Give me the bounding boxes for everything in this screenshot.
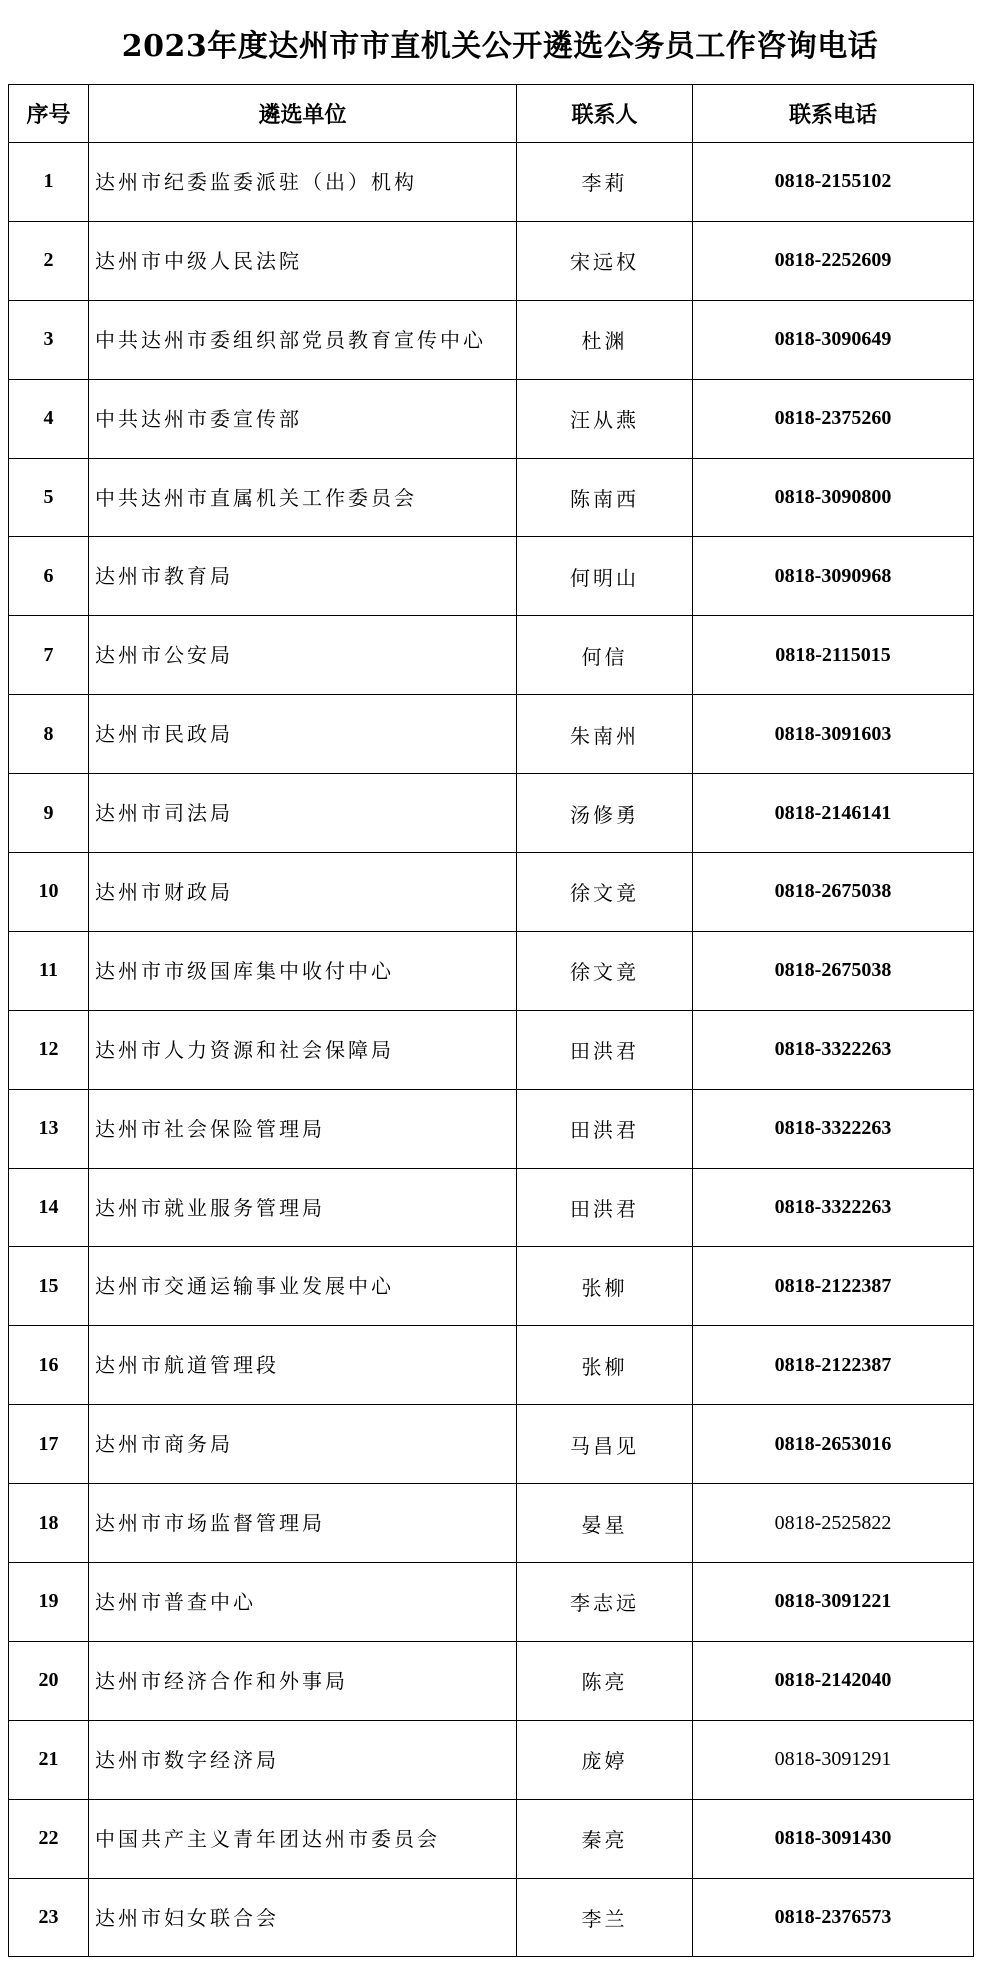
table-row [9, 300, 974, 379]
contact-table [8, 84, 974, 1957]
row-unit: 达州市中级人民法院 [89, 221, 517, 300]
header-contact: 联系人 [517, 85, 693, 143]
row-contact: 何明山 [517, 537, 693, 616]
row-unit: 达州市市级国库集中收付中心 [89, 931, 517, 1010]
row-unit: 达州市司法局 [89, 774, 517, 853]
row-unit: 达州市普查中心 [89, 1563, 517, 1642]
table-row [9, 1089, 974, 1168]
row-phone: 0818-3091291 [693, 1720, 974, 1799]
row-index: 11 [9, 931, 89, 1010]
table-row [9, 695, 974, 774]
row-unit: 达州市数字经济局 [89, 1720, 517, 1799]
table-row [9, 1641, 974, 1720]
row-unit: 达州市航道管理段 [89, 1326, 517, 1405]
row-index: 17 [9, 1405, 89, 1484]
row-contact: 徐文竟 [517, 931, 693, 1010]
row-index: 8 [9, 695, 89, 774]
row-contact: 朱南州 [517, 695, 693, 774]
row-index: 2 [9, 221, 89, 300]
row-unit: 达州市经济合作和外事局 [89, 1641, 517, 1720]
row-phone: 0818-2375260 [693, 379, 974, 458]
row-unit: 达州市民政局 [89, 695, 517, 774]
row-index: 16 [9, 1326, 89, 1405]
table-row [9, 1563, 974, 1642]
row-unit: 达州市教育局 [89, 537, 517, 616]
row-phone: 0818-3091430 [693, 1799, 974, 1878]
table-row [9, 774, 974, 853]
row-contact: 秦亮 [517, 1799, 693, 1878]
row-unit: 中共达州市直属机关工作委员会 [89, 458, 517, 537]
table-row [9, 458, 974, 537]
row-index: 5 [9, 458, 89, 537]
row-phone: 0818-2146141 [693, 774, 974, 853]
row-phone: 0818-3091603 [693, 695, 974, 774]
row-index: 4 [9, 379, 89, 458]
row-index: 15 [9, 1247, 89, 1326]
table-row [9, 1247, 974, 1326]
row-unit: 达州市财政局 [89, 853, 517, 932]
row-unit: 达州市社会保险管理局 [89, 1089, 517, 1168]
row-contact: 田洪君 [517, 1168, 693, 1247]
row-unit: 达州市商务局 [89, 1405, 517, 1484]
row-phone: 0818-3322263 [693, 1010, 974, 1089]
row-phone: 0818-2252609 [693, 221, 974, 300]
row-contact: 李志远 [517, 1563, 693, 1642]
row-index: 19 [9, 1563, 89, 1642]
page-title: 2023年度达州市市直机关公开遴选公务员工作咨询电话 [121, 29, 879, 64]
row-index: 10 [9, 853, 89, 932]
table-header-row [9, 85, 974, 143]
row-index: 3 [9, 300, 89, 379]
row-phone: 0818-2122387 [693, 1247, 974, 1326]
row-unit: 中国共产主义青年团达州市委员会 [89, 1799, 517, 1878]
table-row [9, 1326, 974, 1405]
table-row [9, 853, 974, 932]
row-index: 23 [9, 1878, 89, 1957]
table-body [9, 143, 974, 1957]
row-index: 1 [9, 143, 89, 222]
row-contact: 徐文竟 [517, 853, 693, 932]
row-contact: 张柳 [517, 1247, 693, 1326]
row-phone: 0818-3090800 [693, 458, 974, 537]
table-row [9, 1405, 974, 1484]
row-contact: 汪从燕 [517, 379, 693, 458]
table-row [9, 1010, 974, 1089]
row-phone: 0818-3322263 [693, 1168, 974, 1247]
row-index: 22 [9, 1799, 89, 1878]
row-index: 21 [9, 1720, 89, 1799]
row-contact: 李兰 [517, 1878, 693, 1957]
row-contact: 李莉 [517, 143, 693, 222]
row-index: 9 [9, 774, 89, 853]
table-row [9, 379, 974, 458]
table-row [9, 1799, 974, 1878]
row-unit: 中共达州市委组织部党员教育宣传中心 [89, 300, 517, 379]
row-contact: 庞婷 [517, 1720, 693, 1799]
row-phone: 0818-2155102 [693, 143, 974, 222]
row-unit: 达州市妇女联合会 [89, 1878, 517, 1957]
header-index: 序号 [9, 85, 89, 143]
header-phone: 联系电话 [693, 85, 974, 143]
table-row [9, 1720, 974, 1799]
row-unit: 达州市市场监督管理局 [89, 1484, 517, 1563]
row-unit: 中共达州市委宣传部 [89, 379, 517, 458]
row-contact: 马昌见 [517, 1405, 693, 1484]
row-index: 13 [9, 1089, 89, 1168]
row-contact: 何信 [517, 616, 693, 695]
table-row [9, 1484, 974, 1563]
row-phone: 0818-3091221 [693, 1563, 974, 1642]
row-phone: 0818-2675038 [693, 853, 974, 932]
row-contact: 田洪君 [517, 1089, 693, 1168]
row-unit: 达州市人力资源和社会保障局 [89, 1010, 517, 1089]
table-row [9, 1878, 974, 1957]
table-row [9, 616, 974, 695]
row-unit: 达州市公安局 [89, 616, 517, 695]
table-row [9, 931, 974, 1010]
row-contact: 张柳 [517, 1326, 693, 1405]
row-contact: 田洪君 [517, 1010, 693, 1089]
row-contact: 宋远权 [517, 221, 693, 300]
row-unit: 达州市交通运输事业发展中心 [89, 1247, 517, 1326]
row-contact: 汤修勇 [517, 774, 693, 853]
row-contact: 晏星 [517, 1484, 693, 1563]
row-phone: 0818-2525822 [693, 1484, 974, 1563]
row-phone: 0818-2142040 [693, 1641, 974, 1720]
table-row [9, 1168, 974, 1247]
row-phone: 0818-2376573 [693, 1878, 974, 1957]
row-index: 18 [9, 1484, 89, 1563]
table-row [9, 537, 974, 616]
table-row [9, 221, 974, 300]
row-index: 20 [9, 1641, 89, 1720]
row-unit: 达州市就业服务管理局 [89, 1168, 517, 1247]
row-phone: 0818-2675038 [693, 931, 974, 1010]
row-phone: 0818-2115015 [693, 616, 974, 695]
row-unit: 达州市纪委监委派驻（出）机构 [89, 143, 517, 222]
row-contact: 陈南西 [517, 458, 693, 537]
row-index: 6 [9, 537, 89, 616]
row-contact: 陈亮 [517, 1641, 693, 1720]
table-row [9, 143, 974, 222]
row-phone: 0818-2653016 [693, 1405, 974, 1484]
row-phone: 0818-2122387 [693, 1326, 974, 1405]
header-unit: 遴选单位 [89, 85, 517, 143]
row-phone: 0818-3090968 [693, 537, 974, 616]
row-index: 14 [9, 1168, 89, 1247]
row-contact: 杜渊 [517, 300, 693, 379]
row-phone: 0818-3090649 [693, 300, 974, 379]
row-index: 7 [9, 616, 89, 695]
row-index: 12 [9, 1010, 89, 1089]
row-phone: 0818-3322263 [693, 1089, 974, 1168]
